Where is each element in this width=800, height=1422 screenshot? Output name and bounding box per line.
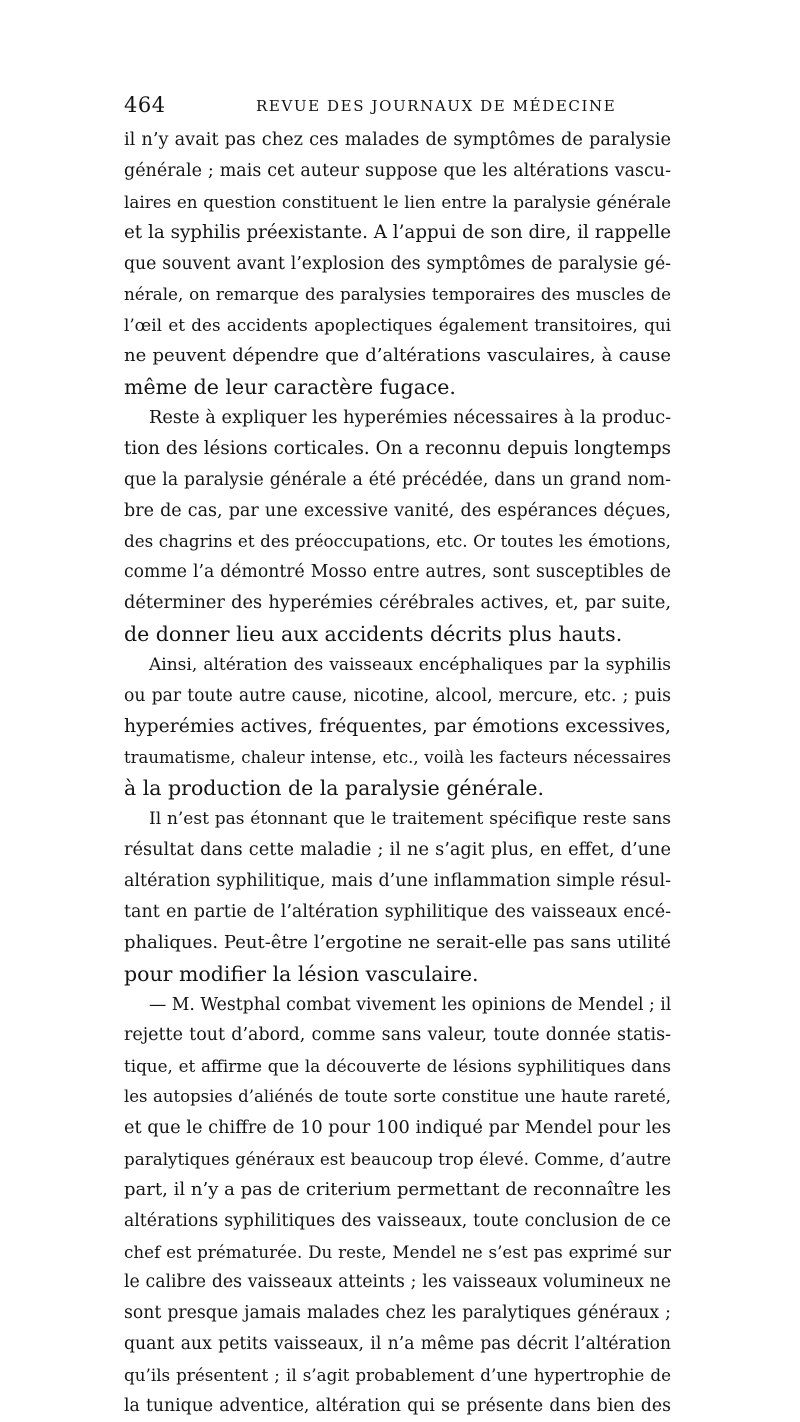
text-line: Ainsi, altération des vaisseaux encéphaliques par la syphilis (149, 654, 671, 675)
text-line: à la production de la paralysie générale. (124, 776, 545, 801)
text-line: même de leur caractère fugace. (124, 375, 456, 399)
text-line: déterminer des hyperémies cérébrales actives, et, par suite, (124, 593, 671, 614)
text-line: hyperémies actives, fréquentes, par émotions excessives, (124, 715, 671, 737)
text-line: sont presque jamais malades chez les paralytiques généraux ; (124, 1303, 671, 1324)
text-line: chef est prématurée. Du reste, Mendel ne s’est pas exprimé sur (124, 1241, 671, 1262)
text-line: les autopsies d’aliénés de toute sorte constitue une haute rareté, (124, 1087, 671, 1107)
text-line: résultat dans cette maladie ; il ne s’agit plus, en effet, d’une (124, 840, 671, 861)
page-header (124, 93, 680, 119)
text-line: que la paralysie générale a été précédée, dans un grand nom- (124, 469, 671, 490)
text-line: la tunique adventice, altération qui se présente dans bien des (124, 1395, 671, 1416)
text-line: rejette tout d’abord, comme sans valeur, toute donnée statis- (124, 1025, 671, 1046)
text-line: laires en question constituent le lien entre la paralysie générale (124, 191, 671, 212)
text-line: tion des lésions corticales. On a reconnu depuis longtemps (124, 437, 671, 459)
text-line: le calibre des vaisseaux atteints ; les vaisseaux volumineux ne (124, 1272, 671, 1293)
text-line: l’œil et des accidents apoplectiques également transitoires, qui (124, 315, 671, 336)
text-line: qu’ils présentent ; il s’agit probablement d’une hypertrophie de (124, 1365, 671, 1385)
text-line: comme l’a démontré Mosso entre autres, sont susceptibles de (124, 562, 671, 583)
text-line: tique, et affirme que la découverte de lésions syphilitiques dans (124, 1056, 671, 1077)
text-line: quant aux petits vaisseaux, il n’a même pas décrit l’altération (124, 1334, 671, 1355)
text-line: des chagrins et des préoccupations, etc. Or toutes les émotions, (124, 531, 671, 552)
text-line: pour modifier la lésion vasculaire. (124, 961, 479, 986)
text-line: de donner lieu aux accidents décrits plus hauts. (124, 622, 623, 646)
text-line: ne peuvent dépendre que d’altérations vasculaires, à cause (124, 345, 671, 367)
text-line: et que le chiffre de 10 pour 100 indiqué par Mendel pour les (124, 1118, 671, 1138)
text-line: nérale, on remarque des paralysies temporaires des muscles de (124, 284, 671, 305)
text-line: que souvent avant l’explosion des symptômes de paralysie gé- (124, 253, 671, 274)
text-line: bre de cas, par une excessive vanité, des espérances déçues, (124, 500, 671, 521)
text-line: générale ; mais cet auteur suppose que les altérations vascu- (124, 160, 671, 181)
text-line: paralytiques généraux est beaucoup trop élevé. Comme, d’autre (124, 1148, 671, 1169)
body-text (124, 125, 671, 1422)
text-line: traumatisme, chaleur intense, etc., voilà les facteurs nécessaires (124, 747, 671, 767)
page-number: 464 (124, 93, 166, 117)
text-line: Reste à expliquer les hyperémies nécessaires à la produc- (149, 407, 671, 428)
text-line: et la syphilis préexistante. A l’appui de son dire, il rappelle (124, 221, 671, 243)
text-line: — M. Westphal combat vivement les opinions de Mendel ; il (149, 994, 671, 1015)
text-line: il n’y avait pas chez ces malades de symptômes de paralysie (124, 130, 671, 150)
text-line: part, il n’y a pas de criterium permettant de reconnaître les (124, 1178, 671, 1200)
text-line: tant en partie de l’altération syphilitique des vaisseaux encé- (124, 901, 671, 922)
text-line: Il n’est pas étonnant que le traitement spécifique reste sans (149, 809, 671, 830)
text-line: ou par toute autre cause, nicotine, alcool, mercure, etc. ; puis (124, 685, 671, 706)
text-line: phaliques. Peut-être l’ergotine ne serait-elle pas sans utilité (124, 931, 671, 953)
text-line: altération syphilitique, mais d’une inflammation simple résul- (124, 871, 671, 891)
text-line: altérations syphilitiques des vaisseaux, toute conclusion de ce (124, 1210, 671, 1231)
running-title: REVUE DES JOURNAUX DE MÉDECINE (256, 97, 617, 115)
